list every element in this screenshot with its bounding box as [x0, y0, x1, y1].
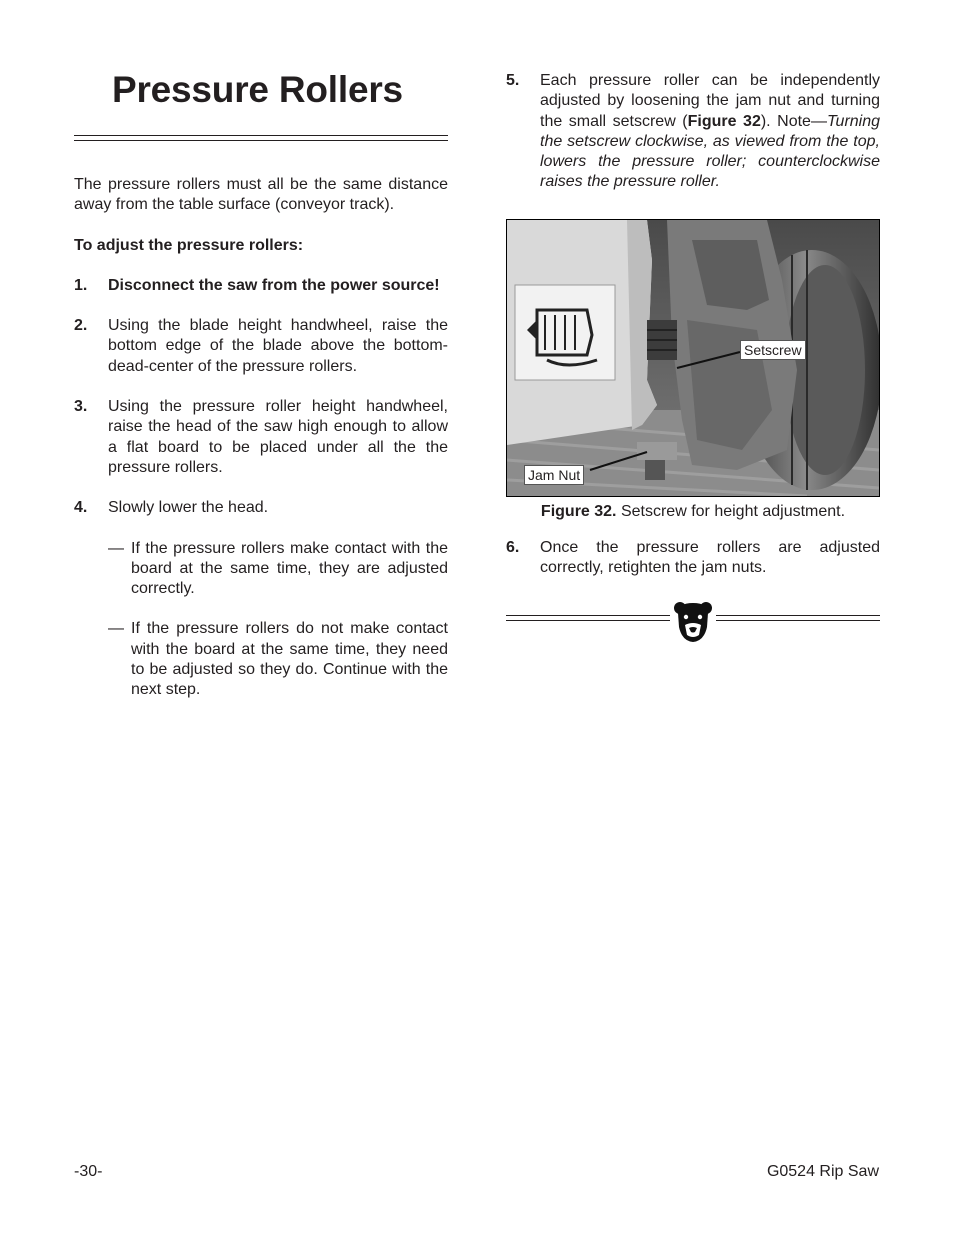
step-text: Disconnect the saw from the power source!	[108, 276, 440, 294]
page-number: -30-	[74, 1163, 103, 1180]
divider-rule-left	[506, 615, 670, 621]
step-text	[540, 71, 880, 193]
figure-label: Figure 32.	[540, 502, 617, 520]
jam-nut-callout: Jam Nut	[524, 465, 584, 485]
step-number: 4.	[74, 499, 88, 517]
title-rule	[74, 135, 448, 141]
step-6	[506, 538, 880, 579]
step-number: 2.	[74, 317, 88, 335]
step-text: Using the blade height handwheel, raise the bottom edge of the blade above the bottom-dead-center of the pressure rollers.	[108, 317, 448, 375]
step-number: 1.	[74, 276, 88, 294]
left-column	[74, 66, 448, 701]
dash-text: If the pressure rollers make contact with the board at the same time, they are adjusted correctly.	[131, 539, 448, 598]
step-text: Once the pressure rollers are adjusted correctly, retighten the jam nuts.	[540, 539, 880, 577]
dash-item-2	[108, 619, 448, 700]
roller-photo-illustration	[507, 220, 879, 496]
right-column	[506, 71, 880, 647]
figure-caption	[506, 502, 880, 522]
figure-caption-text: Setscrew for height adjustment.	[620, 502, 846, 520]
dash-mark: —	[108, 620, 124, 638]
step-5-text-mid: ). Note—	[760, 112, 827, 130]
figure-32-photo	[506, 219, 880, 497]
figure-reference: Figure 32	[687, 112, 761, 130]
step-text: Using the pressure roller height handwheel, raise the head of the saw high enough to allow a flat board to be placed under all the the pressure rollers.	[108, 398, 448, 476]
divider-rule-right	[716, 615, 880, 621]
dash-mark: —	[108, 539, 124, 557]
step-5-text-start: Each pressure roller can be independently adjusted by loosening the jam nut and turning the small setscrew (	[540, 72, 880, 130]
setscrew-callout: Setscrew	[740, 340, 806, 360]
model-name: G0524 Rip Saw	[766, 1163, 879, 1180]
dash-item-1	[108, 539, 448, 600]
step-text: Slowly lower the head.	[108, 499, 269, 517]
step-1	[74, 276, 448, 296]
step-2	[74, 316, 448, 377]
step-number: 3.	[74, 398, 88, 416]
step-4	[74, 498, 448, 518]
step-3	[74, 397, 448, 478]
intro-paragraph: The pressure rollers must all be the same distance away from the table surface (conveyor track).	[74, 176, 448, 214]
page-title: Pressure Rollers	[112, 69, 403, 110]
dash-text: If the pressure rollers do not make contact with the board at the same time, they need to be adjusted so they do. Continue with the next step.	[131, 620, 448, 699]
step-number: 5.	[506, 72, 520, 89]
step-5	[506, 71, 880, 193]
bear-logo-icon	[674, 601, 712, 643]
step-5-note: Turning the setscrew clockwise, as viewed from the top, lowers the pressure roller; counterclockwise raises the pressure roller.	[540, 112, 881, 191]
step-number: 6.	[506, 539, 520, 557]
procedure-heading: To adjust the pressure rollers:	[74, 236, 304, 254]
section-end-divider	[506, 607, 880, 647]
